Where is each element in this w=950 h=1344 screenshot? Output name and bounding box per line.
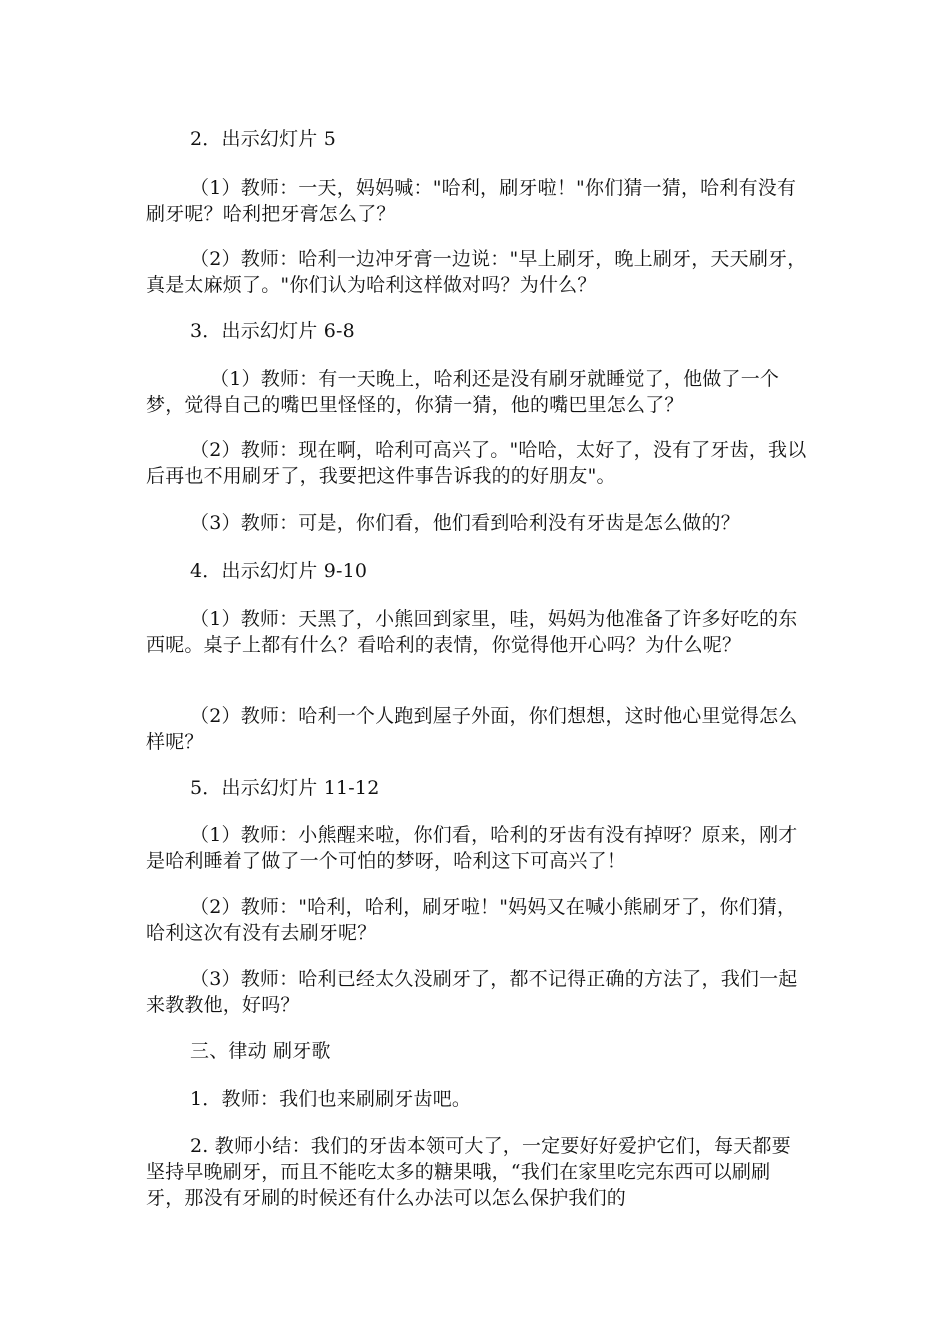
paragraph: （1）教师：有一天晚上，哈利还是没有刷牙就睡觉了，他做了一个梦，觉得自己的嘴巴里怪怪的，你猜一猜，他的嘴巴里怎么了？ [146, 368, 780, 416]
paragraph: （3）教师：哈利已经太久没刷牙了，都不记得正确的方法了，我们一起来教教他，好吗？ [146, 968, 798, 1016]
paragraph: （1）教师：小熊醒来啦，你们看，哈利的牙齿有没有掉呀？原来，刚才是哈利睡着了做了一个可怕的梦呀，哈利这下可高兴了！ [146, 824, 798, 872]
paragraph: （1）教师：天黑了，小熊回到家里，哇，妈妈为他准备了许多好吃的东西呢。桌子上都有什么？看哈利的表情，你觉得他开心吗？为什么呢？ [146, 608, 798, 656]
section-heading-rhythm: 三、律动 刷牙歌 [190, 1040, 331, 1062]
paragraph: （3）教师：可是，你们看，他们看到哈利没有牙齿是怎么做的？ [190, 512, 740, 534]
heading-slide-6-8: 3．出示幻灯片 6-8 [190, 320, 355, 342]
paragraph: （2）教师："哈利，哈利，刷牙啦！"妈妈又在喊小熊刷牙了，你们猜，哈利这次有没有去刷牙呢？ [146, 896, 797, 944]
paragraph: （2）教师：哈利一个人跑到屋子外面，你们想想，这时他心里觉得怎么样呢？ [146, 705, 798, 753]
heading-slide-5: 2．出示幻灯片 5 [190, 128, 337, 150]
paragraph: （2）教师：哈利一边冲牙膏一边说："早上刷牙，晚上刷牙，天天刷牙，真是太麻烦了。"你们认为哈利这样做对吗？为什么？ [146, 248, 807, 296]
heading-slide-11-12: 5．出示幻灯片 11-12 [190, 777, 380, 799]
paragraph: （2）教师：现在啊，哈利可高兴了。"哈哈，太好了，没有了牙齿，我以后再也不用刷牙了，我要把这件事告诉我的的好朋友"。 [146, 439, 807, 487]
paragraph: 1．教师：我们也来刷刷牙齿吧。 [190, 1088, 472, 1110]
heading-slide-9-10: 4．出示幻灯片 9-10 [190, 560, 368, 582]
paragraph: （1）教师：一天，妈妈喊："哈利，刷牙啦！"你们猜一猜，哈利有没有刷牙呢？哈利把牙膏怎么了？ [146, 177, 797, 225]
summary-paragraph: 2. 教师小结：我们的牙齿本领可大了，一定要好好爱护它们，每天都要坚持早晚刷牙，而且不能吃太多的糖果哦，“我们在家里吃完东西可以刷刷牙，那没有牙刷的时候还有什么办法可以怎么保护我们的 [146, 1135, 791, 1209]
